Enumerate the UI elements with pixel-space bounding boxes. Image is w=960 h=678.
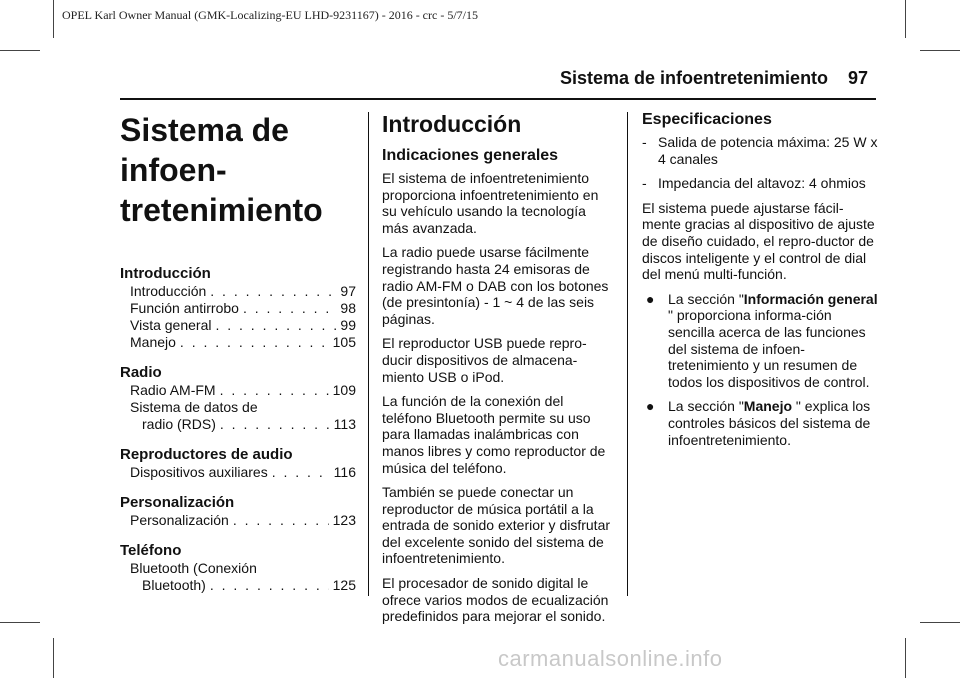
column-divider	[627, 112, 628, 596]
toc-leader-dots	[210, 577, 329, 594]
toc-leader-dots	[233, 512, 329, 529]
crop-mark	[920, 622, 960, 623]
toc-entry-label: Manejo	[130, 334, 176, 350]
site-watermark: carmanualsonline.info	[498, 646, 723, 671]
specifications-column	[642, 110, 878, 456]
toc-entry[interactable]	[120, 560, 356, 594]
column-divider	[368, 112, 369, 596]
toc-leader-dots	[215, 317, 336, 334]
spec-text: Impedancia del altavoz: 4 ohmios	[658, 175, 866, 192]
chapter-toc-column	[120, 110, 356, 594]
introduction-column	[382, 110, 614, 633]
toc-entry-page: 109	[332, 382, 356, 398]
toc-entry-label: Introducción	[130, 283, 207, 299]
toc-entry-label-line1: Bluetooth (Conexión	[130, 560, 257, 576]
toc-entry-label: Dispositivos auxiliares	[130, 464, 268, 480]
body-paragraph: El procesador de sonido digital le ofrece varios modos de ecualización predefinidos para mejorar el sonido.	[382, 575, 609, 625]
dash-marker: -	[642, 175, 647, 192]
toc-entry-label: Radio AM-FM	[130, 382, 216, 398]
body-paragraph: La radio puede usarse fácilmente registrando hasta 24 emisoras de radio AM-FM o DAB con los botones (de presintonía) - 1 ~ 4 de las seis páginas.	[382, 244, 609, 327]
toc-entry[interactable]	[120, 334, 356, 351]
chapter-title-line2: tretenimiento	[120, 192, 323, 228]
bold-term: Información general	[743, 290, 878, 307]
toc-leader-dots	[243, 300, 336, 317]
toc-heading: Introducción	[120, 265, 211, 282]
toc-entry-page: 99	[340, 317, 356, 333]
subsection-heading: Indicaciones generales	[382, 147, 559, 164]
bullet-item	[642, 398, 878, 448]
toc-section-telefono	[120, 541, 356, 594]
bullet-item	[642, 291, 878, 391]
toc-entry-label: Vista general	[130, 317, 212, 333]
toc-heading: Reproductores de audio	[120, 446, 293, 463]
crop-mark	[53, 638, 54, 678]
toc-entry-page: 125	[332, 577, 356, 593]
toc-section-introduccion	[120, 264, 356, 351]
body-paragraph: La función de la conexión del teléfono Bluetooth permite su uso para llamadas inalámbricas con manos libres y como reproductor de música del teléfono.	[382, 393, 606, 476]
toc-entry-page: 116	[333, 464, 356, 480]
toc-leader-dots	[272, 464, 330, 481]
toc-leader-dots	[210, 283, 336, 300]
crop-mark	[0, 622, 40, 623]
dash-marker: -	[642, 134, 647, 150]
crop-mark	[905, 0, 906, 38]
toc-entry-page: 123	[332, 512, 356, 528]
bullet-text: La sección "Información general " proporciona informa-ción sencilla acerca de las funciones del sistema de infoen-tretenimiento y un resumen de todos los dispositivos de control.	[668, 290, 878, 390]
toc-entry[interactable]	[120, 283, 356, 300]
body-paragraph: El sistema puede ajustarse fácil-mente gracias al dispositivo de ajuste de diseño cuidado, el repro-ductor de discos inteligente y el control de dial del menú multi-función.	[642, 199, 875, 283]
toc-leader-dots	[180, 334, 329, 351]
crop-mark	[920, 50, 960, 51]
spec-item	[642, 134, 878, 167]
running-title: Sistema de infoentretenimiento	[560, 68, 829, 88]
toc-entry[interactable]	[120, 512, 356, 529]
crop-mark	[0, 50, 40, 51]
toc-heading: Teléfono	[120, 542, 182, 559]
page-number: 97	[848, 68, 869, 88]
toc-entry-label-line2: radio (RDS)	[142, 416, 216, 432]
toc-entry[interactable]	[120, 464, 356, 481]
toc-leader-dots	[220, 382, 329, 399]
toc-entry-label-line2: Bluetooth)	[142, 577, 206, 593]
body-paragraph: El reproductor USB puede repro-ducir dispositivos de almacena-miento USB o iPod.	[382, 335, 587, 385]
crop-mark	[905, 638, 906, 678]
toc-entry[interactable]	[120, 300, 356, 317]
toc-entry-label: Función antirrobo	[130, 300, 239, 316]
toc-section-radio	[120, 363, 356, 433]
toc-section-personalizacion	[120, 493, 356, 529]
spec-item	[642, 175, 878, 192]
body-paragraph: También se puede conectar un reproductor de música portátil a la entrada de sonido exterior y disfrutar del excelente sonido del sistema de infoentretenimiento.	[382, 484, 611, 567]
toc-entry[interactable]	[120, 399, 356, 433]
body-paragraph: El sistema de infoentretenimiento proporciona infoentretenimiento en su vehículo usando la tecnología más avanzada.	[382, 170, 599, 236]
chapter-title	[120, 110, 356, 230]
toc-section-reproductores	[120, 445, 356, 481]
toc-entry-page: 98	[340, 300, 356, 316]
bullet-icon: ●	[646, 290, 655, 307]
toc-heading: Radio	[120, 364, 162, 381]
bullet-text: La sección "Manejo " explica los controles básicos del sistema de infoentretenimiento.	[668, 398, 871, 448]
spec-text: Salida de potencia máxima: 25 W x 4 canales	[658, 134, 878, 167]
toc-entry[interactable]	[120, 382, 356, 399]
toc-entry-page: 105	[332, 334, 356, 350]
toc-entry-page: 97	[340, 283, 356, 299]
toc-entry[interactable]	[120, 317, 356, 334]
toc-heading: Personalización	[120, 494, 235, 511]
specifications-heading: Especificaciones	[642, 111, 772, 128]
toc-leader-dots	[220, 416, 330, 433]
toc-entry-label-line1: Sistema de datos de	[130, 399, 258, 415]
header-rule	[120, 98, 876, 100]
crop-mark	[53, 0, 54, 38]
section-heading: Introducción	[382, 111, 522, 137]
bold-term: Manejo	[743, 398, 793, 415]
bullet-icon: ●	[646, 398, 655, 415]
toc-entry-label: Personalización	[130, 512, 229, 528]
toc-entry-page: 113	[333, 416, 356, 432]
print-header-note: OPEL Karl Owner Manual (GMK-Localizing-EU LHD-9231167) - 2016 - crc - 5/7/15	[62, 8, 478, 22]
chapter-title-line1: Sistema de infoen-	[120, 112, 289, 188]
